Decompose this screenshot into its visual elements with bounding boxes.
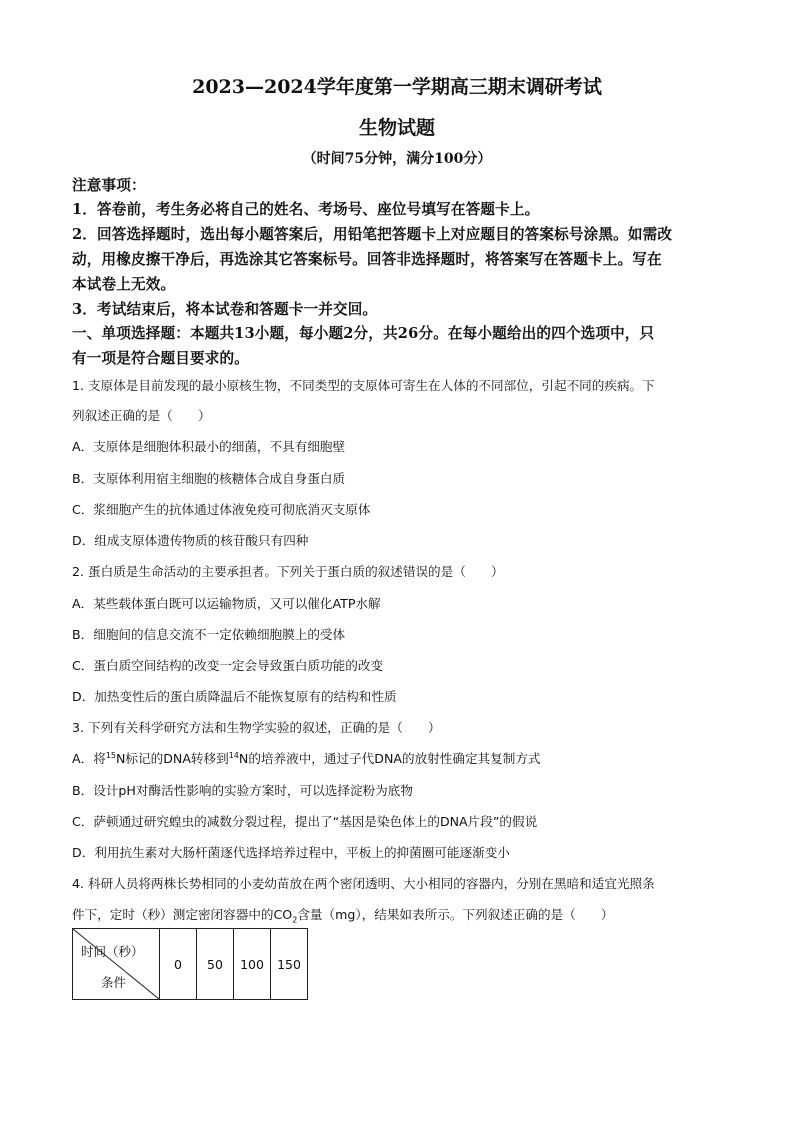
q4-stem-line-1: 4. 科研人员将两株长势相同的小麦幼苗放在两个密闭透明、大小相同的容器内，分别在黑暗和适宜光照条	[72, 876, 655, 891]
q1-option-c: C．浆细胞产生的抗体通过体液免疫可彻底消灭支原体	[72, 502, 371, 517]
section-1-line-2: 有一项是符合题目要求的。	[72, 350, 249, 367]
q3-a-suffix: N的培养液中，通过子代DNA的放射性确定其复制方式	[238, 751, 541, 766]
subject-title: 生物试题	[358, 117, 435, 139]
notice-item-1: 1．答卷前，考生务必将自己的姓名、考场号、座位号填写在答题卡上。	[72, 201, 540, 218]
corner-time-label: 时间（秒）	[81, 944, 144, 959]
notice-item-2-line-1: 2．回答选择题时，选出每小题答案后，用铅笔把答题卡上对应题目的答案标号涂黑。如需改	[72, 226, 673, 243]
q1-option-a: A．支原体是细胞体积最小的细菌，不具有细胞壁	[72, 439, 346, 454]
q3-option-c: C．萨顿通过研究蝗虫的减数分裂过程，提出了“基因是染色体上的DNA片段”的假说	[72, 814, 538, 829]
time-100: 100	[234, 929, 271, 1000]
q4-stem-prefix: 件下，定时（秒）测定密闭容器中的CO	[72, 907, 293, 922]
q1-stem-line-2: 列叙述正确的是（ ）	[72, 408, 211, 423]
q4-co2-subscript: 2	[292, 915, 298, 925]
q2-option-a: A．某些载体蛋白既可以运输物质，又可以催化ATP水解	[72, 596, 381, 611]
q4-data-table	[72, 928, 308, 1000]
q2-option-b: B．细胞间的信息交流不一定依赖细胞膜上的受体	[72, 627, 346, 642]
q3-a-prefix: A．将	[72, 751, 106, 766]
time-0: 0	[160, 929, 197, 1000]
q3-stem: 3. 下列有关科学研究方法和生物学实验的叙述，正确的是（ ）	[72, 720, 441, 735]
q3-option-a	[72, 748, 724, 767]
q1-stem-line-1: 1. 支原体是目前发现的最小原核生物，不同类型的支原体可寄生在人体的不同部位，引起不同的疾病。下	[72, 378, 655, 393]
q3-a-sup-14: 14	[228, 750, 239, 760]
q3-option-b: B．设计pH对酶活性影响的实验方案时，可以选择淀粉为底物	[72, 783, 413, 798]
notice-item-2-line-2: 动，用橡皮擦干净后，再选涂其它答案标号。回答非选择题时，将答案写在答题卡上。写在	[72, 251, 662, 268]
q2-option-d: D．加热变性后的蛋白质降温后不能恢复原有的结构和性质	[72, 689, 397, 704]
notice-item-2-line-3: 本试卷上无效。	[72, 276, 176, 293]
exam-title: 2023—2024学年度第一学期高三期末调研考试	[192, 76, 602, 98]
time-info: （时间75分钟，满分100分）	[302, 151, 492, 167]
table-corner-header	[73, 929, 160, 1000]
q1-option-d: D．组成支原体遗传物质的核苷酸只有四种	[72, 533, 309, 548]
q3-option-d: D．利用抗生素对大肠杆菌逐代选择培养过程中，平板上的抑菌圈可能逐渐变小	[72, 845, 510, 860]
time-150: 150	[271, 929, 308, 1000]
q4-stem-line-2	[72, 904, 724, 925]
q3-a-middle: N标记的DNA转移到	[116, 751, 229, 766]
q2-stem: 2. 蛋白质是生命活动的主要承担者。下列关于蛋白质的叙述错误的是（ ）	[72, 564, 504, 579]
corner-condition-label: 条件	[101, 975, 127, 990]
q4-stem-suffix: 含量（mg），结果如表所示。下列叙述正确的是（ ）	[297, 907, 614, 922]
q3-a-sup-15: 15	[105, 750, 116, 760]
notice-item-3: 3．考试结束后，将本试卷和答题卡一并交回。	[72, 301, 378, 318]
q1-option-b: B．支原体利用宿主细胞的核糖体合成自身蛋白质	[72, 471, 346, 486]
notice-heading: 注意事项：	[72, 177, 146, 194]
time-50: 50	[197, 929, 234, 1000]
section-1-line-1: 一、单项选择题：本题共13小题，每小题2分，共26分。在每小题给出的四个选项中，只	[72, 325, 655, 342]
q2-option-c: C．蛋白质空间结构的改变一定会导致蛋白质功能的改变	[72, 658, 384, 673]
